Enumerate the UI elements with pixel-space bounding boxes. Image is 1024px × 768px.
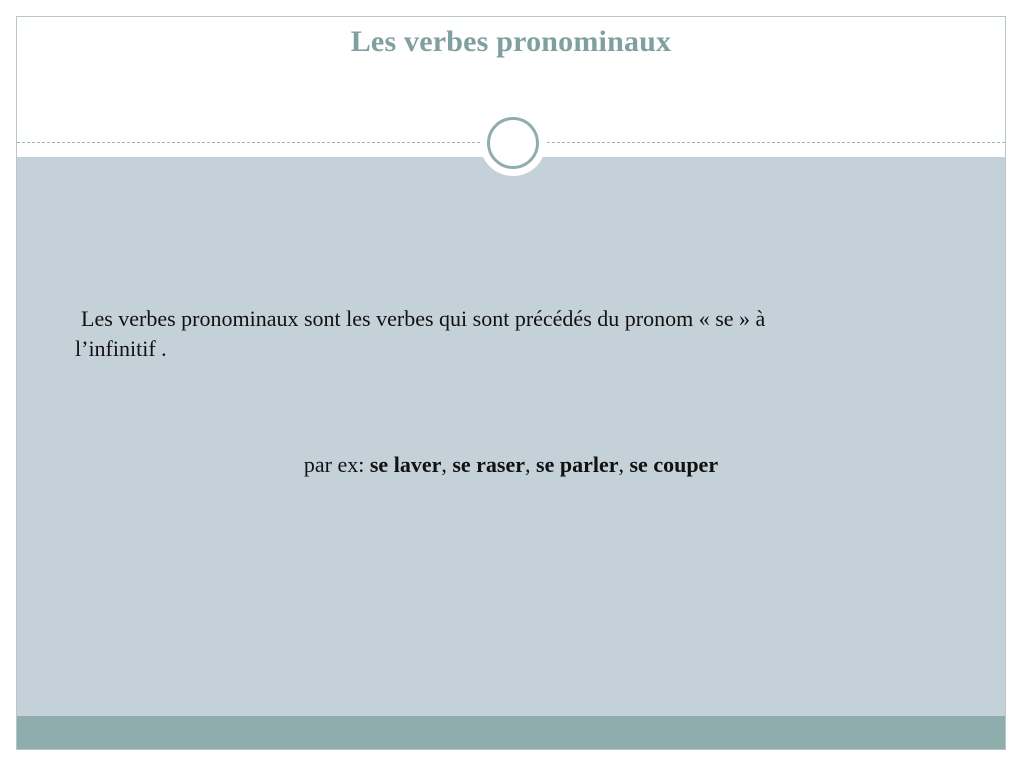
circle-ornament-icon [480,110,546,176]
body-line-2: l’infinitif . [75,336,167,361]
content-area [17,157,1005,716]
example-item-4: se couper [629,452,719,477]
example-prefix: par ex: [303,452,370,477]
example-separator: , [441,452,453,477]
ornament-ring-inner [493,123,533,163]
slide-title: Les verbes pronominaux [350,25,672,58]
body-paragraph [75,304,975,364]
example-item-1: se laver [369,452,442,477]
slide [16,16,1006,750]
example-line [17,452,1005,478]
example-separator: , [618,452,630,477]
ornament-ring [487,117,539,169]
example-separator: , [525,452,537,477]
body-line-1: Les verbes pronominaux sont les verbes qui sont précédés du pronom « se » à [81,306,766,331]
example-item-3: se parler [536,452,619,477]
footer-band [17,716,1005,750]
example-item-2: se raser [452,452,526,477]
